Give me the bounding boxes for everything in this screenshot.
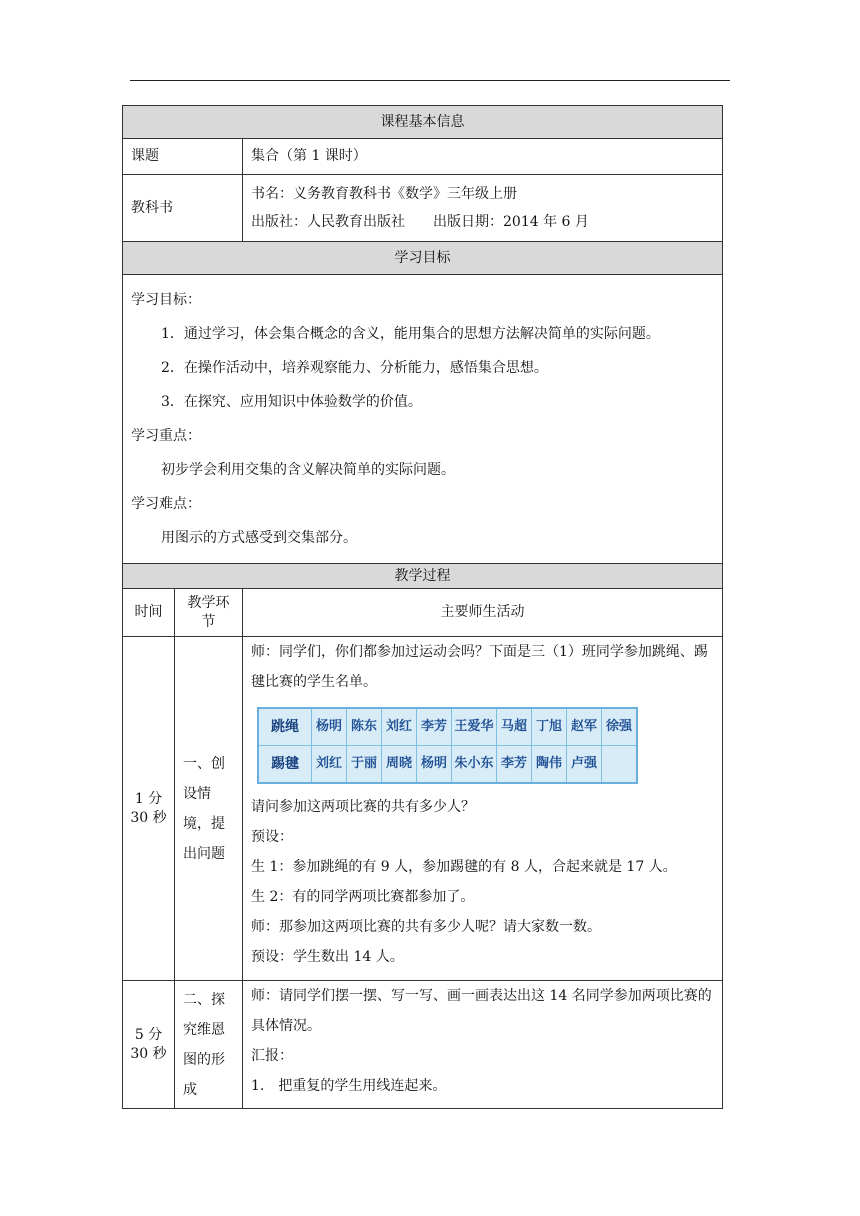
roster-cell: 卢强 [567,746,602,784]
topic-label: 课题 [123,139,243,175]
difficulty-text: 用图示的方式感受到交集部分。 [161,530,357,546]
key-points-title: 学习重点： [131,428,201,444]
roster-rope-label: 跳绳 [258,708,312,746]
row2-line-2: 1. 把重复的学生用线连起来。 [251,1078,447,1094]
col-time: 时间 [123,589,175,637]
goals-section [123,275,723,564]
goal-item-2: 2．在操作活动中，培养观察能力、分析能力，感悟集合思想。 [161,360,548,376]
row2-line-1: 汇报： [251,1048,293,1064]
row1-line-2: 预设： [251,829,293,845]
row1-line-4: 生 2：有的同学两项比赛都参加了。 [251,889,475,905]
roster-cell: 陈东 [347,708,382,746]
header-rule [130,80,730,81]
goals-title: 学习目标： [131,292,201,308]
row2-intro: 师：请同学们摆一摆、写一写、画一画表达出这 14 名同学参加两项比赛的具体情况。 [251,988,712,1034]
row1-line-3: 生 1：参加跳绳的有 9 人，参加踢毽的有 8 人，合起来就是 17 人。 [251,859,677,875]
textbook-publisher: 出版社：人民教育出版社 出版日期：2014 年 6 月 [251,214,589,230]
topic-value: 集合（第 1 课时） [243,139,723,175]
roster-cell [602,746,638,784]
row1-line-6: 预设：学生数出 14 人。 [251,949,404,965]
col-activity: 主要师生活动 [243,589,723,637]
row1-activity [243,637,723,981]
textbook-label: 教科书 [123,175,243,242]
row1-line-1: 请问参加这两项比赛的共有多少人？ [251,799,475,815]
roster-cell: 杨明 [312,708,347,746]
roster-cell: 丁旭 [532,708,567,746]
textbook-value [243,175,723,242]
row2-activity [243,981,723,1109]
row1-time: 1 分 30 秒 [123,637,175,981]
course-info-header: 课程基本信息 [123,106,723,139]
difficulty-title: 学习难点： [131,496,201,512]
col-stage: 教学环节 [175,589,243,637]
goal-item-3: 3．在探究、应用知识中体验数学的价值。 [161,394,422,410]
textbook-name: 书名：义务教育教科书《数学》三年级上册 [251,185,517,202]
goal-item-1: 1．通过学习，体会集合概念的含义，能用集合的思想方法解决简单的实际问题。 [161,326,660,342]
roster-cell: 周晓 [382,746,417,784]
roster-cell: 马超 [497,708,532,746]
row1-intro: 师：同学们，你们都参加过运动会吗？下面是三（1）班同学参加跳绳、踢毽比赛的学生名单。 [251,644,708,690]
roster-cell: 李芳 [417,708,452,746]
roster-cell: 刘红 [312,746,347,784]
roster-shuttle-label: 踢毽 [258,746,312,784]
roster-cell: 朱小东 [452,746,497,784]
process-header: 教学过程 [123,564,723,589]
roster-cell: 李芳 [497,746,532,784]
roster-cell: 徐强 [602,708,638,746]
roster-table [257,707,638,784]
row1-stage: 一、创设情境，提出问题 [175,637,243,981]
key-points-text: 初步学会利用交集的含义解决简单的实际问题。 [161,462,455,478]
goals-header: 学习目标 [123,242,723,275]
roster-cell: 赵军 [567,708,602,746]
roster-cell: 王爱华 [452,708,497,746]
row2-stage: 二、探究维恩图的形成 [175,981,243,1109]
row1-line-5: 师：那参加这两项比赛的共有多少人呢？请大家数一数。 [251,919,601,935]
roster-cell: 陶伟 [532,746,567,784]
lesson-plan-table [122,105,723,1109]
roster-cell: 杨明 [417,746,452,784]
roster-cell: 于丽 [347,746,382,784]
roster-cell: 刘红 [382,708,417,746]
row2-time: 5 分 30 秒 [123,981,175,1109]
